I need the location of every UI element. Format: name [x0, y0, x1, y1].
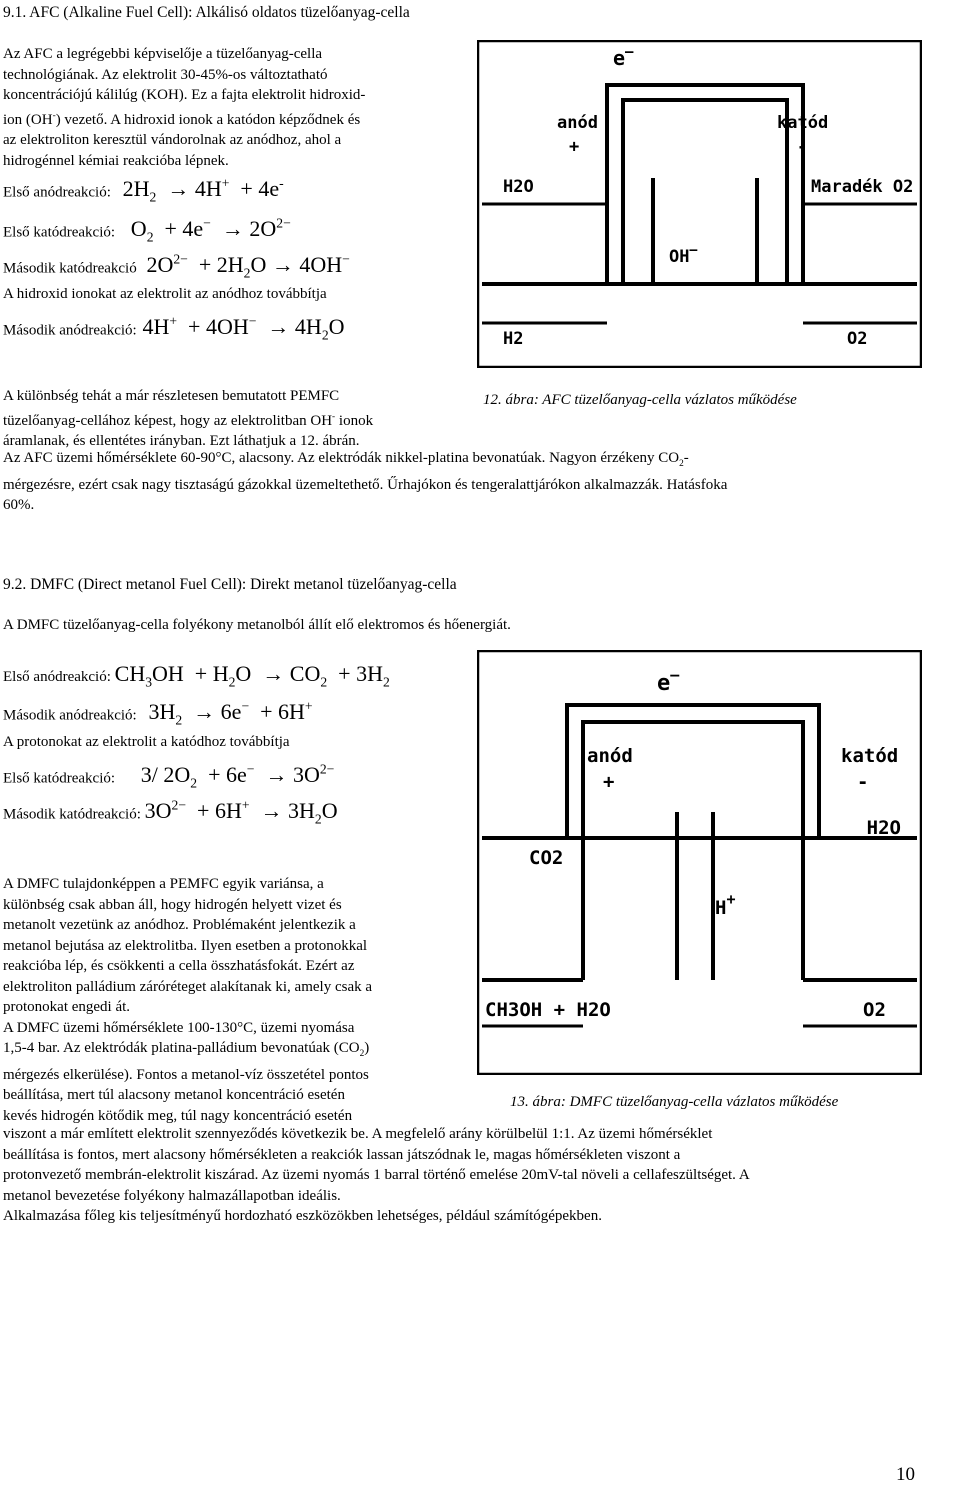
afc-comparison-paragraph: A különbség tehát a már részletesen bemutatott PEMFC tüzelőanyag-cellához képest, hogy az elektrolitban OH- ionok áramlanak, és ellentétes irányban. Ezt láthatjuk a 12. ábrán. [3, 388, 374, 449]
dmfc-first-anode-reaction: Első anódreakció: $CH_3OH + H_2O \to CO_2 + 3H_2$ [3, 661, 390, 690]
afc-diagram [477, 40, 922, 368]
h2-input-label: H2 [503, 329, 524, 349]
section-title-afc: 9.1. AFC (Alkaline Fuel Cell): Alkálisó oldatos tüzelőanyag-cella [3, 4, 410, 21]
cathode-label: katód [777, 113, 829, 133]
anode-label: anód [557, 113, 598, 133]
dmfc-second-anode-reaction: Második anódreakció: $3H_2 \to 6e^- + 6H^+$ [3, 699, 313, 728]
dmfc-transfer-text: A protonokat az elektrolit a katódhoz továbbítja [3, 734, 290, 750]
dmfc-body-paragraph: A DMFC tulajdonképpen a PEMFC egyik variánsa, a különbség csak abban áll, hogy hidrogén helyett vizet és metanolt vezetünk az anódhoz. Problémaként jelentkezik a metanol bejutása az elektrolitba. Ilyen esetben a protonokkal reakcióba lép, és csökkenti a cella összhatásfokát. Ezért az elektroliton palládium záróréteget alakítanak ki, amely csak a protonokat engedi át. A DMFC üzemi hőmérséklete 100-130°C, üzemi nyomása 1,5-4 bar. Az elektródák platina-palládium bevonatúak $(CO_2)$ mérgezés elkerülése). Fontos a metanol-víz összetétel pontos beállítása, mert túl alacsony metanol koncentráció esetén kevés hidrogén kötődik meg, túl nagy koncentráció esetén [3, 876, 373, 1124]
afc-figure-caption: 12. ábra: AFC tüzelőanyag-cella vázlatos működése [483, 392, 797, 408]
proton-label: H+ [715, 890, 736, 919]
o2-input-label: O2 [847, 329, 868, 349]
anode-sign: + [603, 771, 615, 793]
afc-intro-paragraph: Az AFC a legrégebbi képviselője a tüzelőanyag-cella technológiának. Az elektrolit 30-45%-os változtatható koncentrációjú kálilúg (KOH). Ez a fajta elektrolit hidroxid- ion (OH-) vezető. A hidroxid ionok a katódon képződnek és az elektroliton keresztül vándorolnak az anódhoz, ahol a hidrogénnel kémiai reakcióba lépnek. [3, 46, 366, 169]
cathode-sign: - [857, 771, 869, 793]
afc-second-cathode-reaction: Második katódreakció $2O^{2-} + 2H_2O \to 4OH^-$ [3, 252, 350, 281]
electron-label: e— [613, 44, 634, 70]
page-number: 10 [896, 1464, 915, 1485]
h2o-output-label: H2O [503, 177, 534, 197]
o2-input-label: O2 [863, 999, 886, 1021]
fuel-input-label: CH3OH + H2O [485, 999, 611, 1021]
afc-first-cathode-reaction: Első katódreakció: $O_2 + 4e^- \to 2O^{2-}$ [3, 216, 291, 245]
dmfc-intro: A DMFC tüzelőanyag-cella folyékony metanolból állít elő elektromos és hőenergiát. [3, 617, 511, 633]
afc-first-anode-reaction: Első anódreakció: $2H_2 \to 4H^+ + 4e^-$ [3, 176, 284, 205]
h2o-output-label: H2O [866, 817, 901, 839]
cathode-label: katód [841, 745, 899, 767]
remaining-o2-label: Maradék O2 [811, 177, 914, 197]
electron-label: e— [657, 666, 680, 696]
dmfc-diagram [477, 650, 922, 1075]
dmfc-first-cathode-reaction: Első katódreakció: 3/ $2O_2 + 6e^- \to 3O^{2-}$ [3, 762, 335, 791]
section-title-dmfc: 9.2. DMFC (Direct metanol Fuel Cell): Direkt metanol tüzelőanyag-cella [3, 576, 457, 593]
dmfc-fullwidth-paragraph: viszont a már említett elektrolit szennyeződés következik be. A megfelelő arány körülbelül 1:1. Az üzemi hőmérséklet beállítása is fontos, mert alacsony hőmérsékleten a reakciók lassan játszódnak le, magas hőmérsékleten viszont a protonvezető membrán-elektrolit kiszárad. Az üzemi nyomás 1 barral történő emelése 20mV-tal növeli a cellafeszültséget. A metanol bevezetése folyékony halmazállapotban ideális. Alkalmazása főleg kis teljesítményű hordozható eszközökben lehetséges, például számítógépekben. [3, 1126, 750, 1224]
afc-transfer-text: A hidroxid ionokat az elektrolit az anódhoz továbbítja [3, 286, 327, 302]
afc-operating-paragraph: Az AFC üzemi hőmérséklete 60-90°C, alacsony. Az elektródák nikkel-platina bevonatúak. Nagyon érzékeny $CO_2-$ mérgezésre, ezért csak nagy tisztaságú gázokkal üzemeltethető. Űrhajókon és tengeralattjárókon alkalmazzák. Hatásfoka 60%. [3, 450, 728, 513]
anode-sign: + [569, 137, 580, 157]
anode-label: anód [587, 745, 633, 767]
dmfc-second-cathode-reaction: Második katódreakció: $3O^{2-} + 6H^+ \to 3H_2O$ [3, 798, 338, 827]
co2-output-label: CO2 [529, 847, 564, 869]
cathode-sign: - [797, 137, 808, 157]
dmfc-figure-caption: 13. ábra: DMFC tüzelőanyag-cella vázlatos működése [510, 1094, 839, 1110]
afc-second-anode-reaction: Második anódreakció: $4H^+ + 4OH^- \to 4H_2O$ [3, 314, 345, 343]
hydroxide-ion-label: OH— [669, 243, 698, 267]
